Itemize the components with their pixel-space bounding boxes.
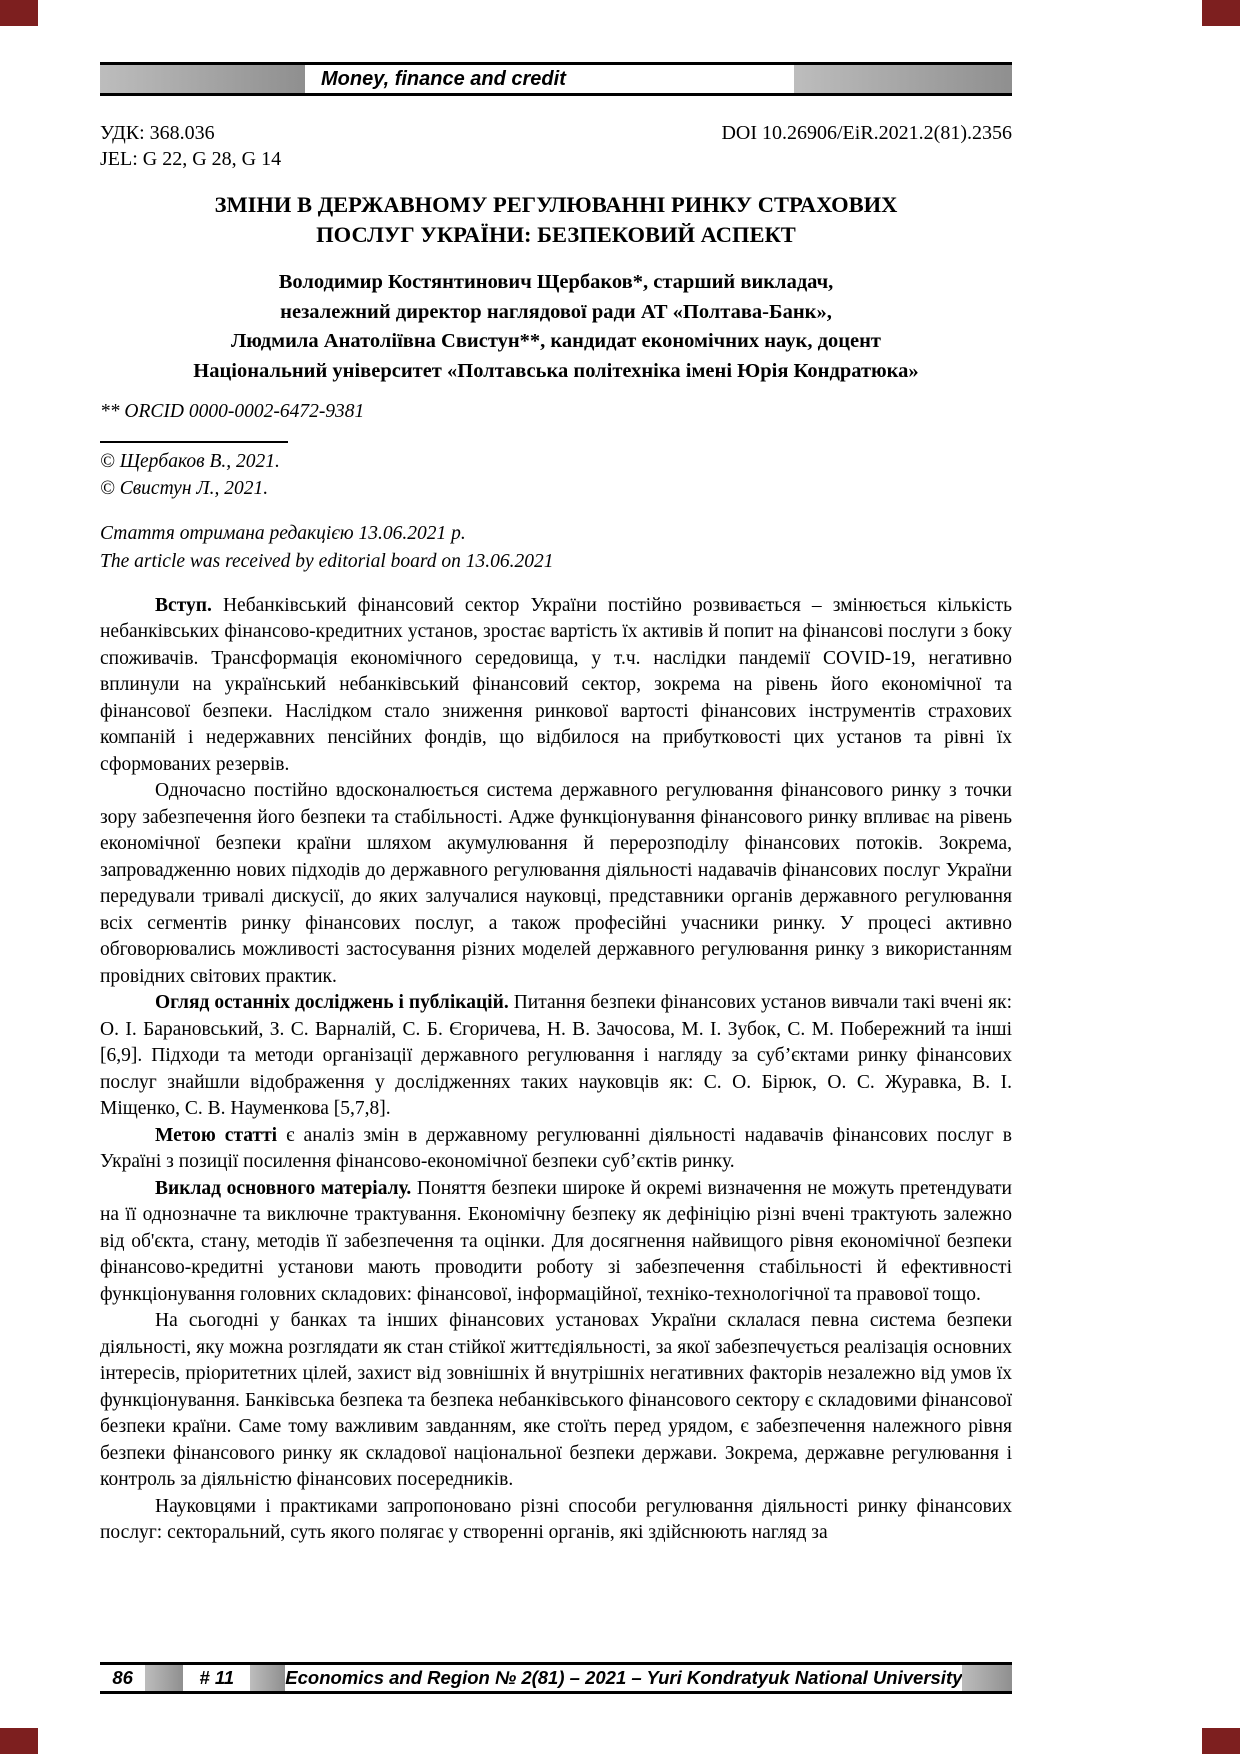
udc-code: УДК: 368.036 [100,122,215,144]
crop-mark-bottom-right [1202,1728,1240,1754]
author-line: Людмила Анатоліївна Свистун**, кандидат економічних наук, доцент [230,330,881,353]
paragraph [100,1494,1012,1547]
paragraph [100,990,1012,1123]
author-line: Національний університет «Полтавська політехніка імені Юрія Кондратюка» [193,360,919,382]
paragraph [100,1123,1012,1176]
paragraph [100,593,1012,779]
paragraph-text: є аналіз змін в державному регулюванні діяльності надавачів фінансових послуг в Україні з позиції посилення фінансово-економічної безпеки суб’єктів ринку. [100,1124,1013,1173]
copyright-block [100,448,1012,503]
received-note-uk: Стаття отримана редакцією 13.06.2021 р. [100,523,466,545]
authors-block [100,268,1012,387]
issue-number: # 11 [199,1667,235,1688]
header-spacer [582,65,794,93]
author-line: незалежний директор наглядової ради АТ «Полтава-Банк», [280,300,832,323]
classification-codes [100,120,281,172]
jel-codes: JEL: G 22, G 28, G 14 [100,148,282,170]
running-head-bar [100,62,1012,96]
doi: DOI 10.26906/EiR.2021.2(81).2356 [721,122,1012,144]
orcid-note: ** ORCID 0000-0002-6472-9381 [100,400,365,422]
paragraph-text: Небанківський фінансовий сектор України постійно розвивається – змінюється кількість небанківських фінансово-кредитних установ, зростає вартість їх активів й попит на фінансові послуги з боку споживачів. Трансформація економічного середовища, у т.ч. наслідки пандемії COVID-19, негативно вплинули на український небанківський фінансовий сектор, зокрема на рівень його економічної та фінансової безпеки. Наслідком стало зниження ринкової вартості фінансових інструментів страхових компаній і недержавних пенсійних фондів, що відбилося на прибутковості цих установ та рівні їх сформованих резервів. [100,594,1012,775]
paragraph-text: Поняття безпеки широке й окремі визначення не можуть претендувати на її однозначне та виключне трактування. Економічну безпеку як дефініцію різні вчені трактують залежно від об'єкта, стану, методів її забезпечення та оцінки. Для досягнення найвищого рівня економічної безпеки фінансово-кредитні установи мають проводити роботу зі забезпечення стабільності й ефективності функціонування головних складових: фінансової, інформаційної, техніко-технологічної та правової тощо. [100,1177,1012,1305]
divider-line [100,441,288,443]
paragraph-lead: Виклад основного матеріалу. [155,1177,412,1199]
paragraph-text: Питання безпеки фінансових установ вивчали такі вчені як: О. І. Барановський, З. С. Варналій, С. Б. Єгоричева, Н. В. Зачосова, М. І. Зубок, С. М. Побережний та інші [6,9]. Підходи та методи організації державного регулювання і нагляду за суб’єктами ринку фінансових послуг знайшли відображення у дослідженнях таких науковців як: С. О. Бірюк, О. С. Журавка, В. І. Міщенко, С. В. Науменкова [5,7,8]. [100,992,1013,1120]
article-title [100,190,1012,250]
article-body [100,593,1012,1547]
paragraph [100,778,1012,990]
section-title: Money, finance and credit [321,67,566,90]
footer-bar [100,1662,1012,1694]
footer-gray-block-1 [145,1665,183,1691]
copyright-line: © Щербаков В., 2021. [100,450,280,472]
paragraph [100,1176,1012,1309]
header-gray-block-right [794,65,1012,93]
footer-gray-block-2 [250,1665,285,1691]
article-meta [100,120,1012,172]
page-number: 86 [112,1667,133,1688]
paragraph-text: Одночасно постійно вдосконалюється система державного регулювання фінансового ринку з точки зору забезпечення його безпеки та стабільності. Адже функціонування фінансового ринку впливає на рівень економічної безпеки країни шляхом акумулювання й перерозподілу фінансових потоків. Зокрема, запровадженню нових підходів до державного регулювання діяльності надавачів фінансових послуг України передували тривалі дискусії, до яких залучалися науковці, представники органів державного регулювання всіх сегментів ринку фінансових послуг, а також професійні учасники ринку. У процесі активно обговорювались можливості застосування різних моделей державного регулювання ринку з використанням провідних світових практик. [100,780,1012,987]
crop-mark-top-left [0,0,38,26]
footer-gray-block-3 [962,1665,1012,1691]
copyright-line: © Свистун Л., 2021. [100,478,269,500]
paragraph-lead: Вступ. [155,594,212,616]
paragraph-lead: Огляд останніх досліджень і публікацій. [155,992,509,1014]
page-content [100,0,1012,1547]
paragraph [100,1308,1012,1494]
crop-mark-top-right [1202,0,1240,26]
received-note-en: The article was received by editorial board on 13.06.2021 [100,550,554,572]
crop-mark-bottom-left [0,1728,38,1754]
article-title-line: ЗМІНИ В ДЕРЖАВНОМУ РЕГУЛЮВАННІ РИНКУ СТРАХОВИХ [214,192,898,217]
article-title-line: ПОСЛУГ УКРАЇНИ: БЕЗПЕКОВИЙ АСПЕКТ [316,221,796,247]
header-gray-block-left [100,65,305,93]
journal-name: Economics and Region № 2(81) – 2021 – Yuri Kondratyuk National University [285,1667,963,1688]
paragraph-text: Науковцями і практиками запропоновано різні способи регулювання діяльності ринку фінансових послуг: секторальний, суть якого полягає у створенні органів, які здійснюють нагляд за [100,1495,1012,1544]
paragraph-text: На сьогодні у банках та інших фінансових установах України склалася певна система безпеки діяльності, яку можна розглядати як стан стійкої життєдіяльності, за якої забезпечується реалізація основних інтересів, пріоритетних цілей, захист від зовнішніх й внутрішніх негативних факторів незалежно від умов їх функціонування. Банківська безпека та безпека небанківського фінансового сектору є складовими фінансової безпеки країни. Саме тому важливим завданням, яке стоїть перед урядом, є забезпечення належного рівня безпеки фінансового ринку як складової національної безпеки держави. Зокрема, державне регулювання і контроль за діяльністю фінансових посередників. [100,1310,1012,1491]
author-line: Володимир Костянтинович Щербаков*, старший викладач, [278,270,834,293]
paragraph-lead: Метою статті [155,1124,278,1146]
received-block [100,520,1012,575]
